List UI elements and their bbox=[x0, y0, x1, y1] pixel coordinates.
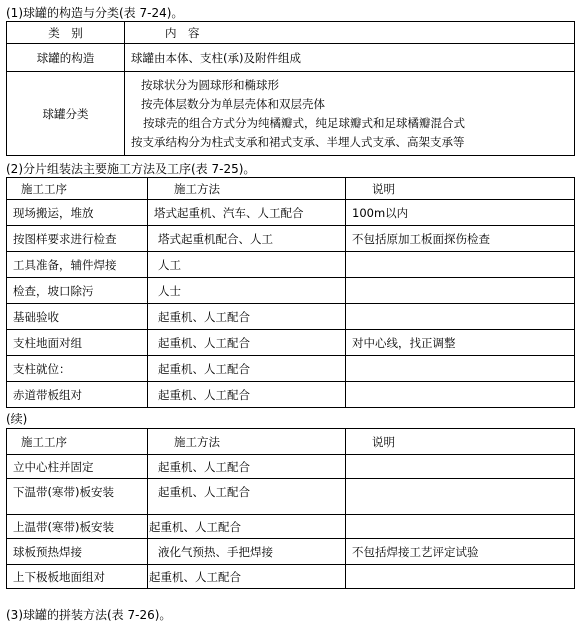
step-cell: 检查，坡口除污 bbox=[7, 278, 148, 304]
content-line: 按支承结构分为柱式支承和裙式支承、半埋人式支承、高架支承等 bbox=[131, 134, 465, 149]
header-method: 施工方法 bbox=[148, 178, 346, 200]
table2-caption: (2)分片组装法主要施工方法及工序(表 7-25)。 bbox=[6, 162, 256, 176]
method-cell: 塔式起重机、汽车、人工配合 bbox=[148, 200, 346, 226]
note-cell bbox=[346, 304, 575, 330]
table-row bbox=[7, 252, 575, 278]
structure-classification-table bbox=[6, 21, 575, 156]
note-cell bbox=[346, 252, 575, 278]
table-row bbox=[7, 455, 575, 479]
method-cell: 塔式起重机配合、人工 bbox=[148, 226, 346, 252]
step-cell: 立中心柱并固定 bbox=[7, 455, 148, 479]
method-cell: 起重机、人工配合 bbox=[148, 356, 346, 382]
table-row bbox=[7, 72, 575, 156]
table-row bbox=[7, 515, 575, 539]
method-cell: 起重机、人工配合 bbox=[148, 304, 346, 330]
note-cell bbox=[346, 515, 575, 539]
table-row bbox=[7, 539, 575, 565]
step-cell: 支柱地面对组 bbox=[7, 330, 148, 356]
note-cell bbox=[346, 382, 575, 408]
method-cell: 起重机、人工配合 bbox=[148, 330, 346, 356]
method-cell: 起重机、人工配合 bbox=[148, 479, 346, 515]
table-row bbox=[7, 226, 575, 252]
table1-caption: (1)球罐的构造与分类(表 7-24)。 bbox=[6, 6, 184, 20]
table-row bbox=[7, 278, 575, 304]
method-cell: 人工 bbox=[148, 252, 346, 278]
note-cell: 对中心线，找正调整 bbox=[346, 330, 575, 356]
table-header-row bbox=[7, 22, 575, 44]
content-cell: 球罐由本体、支柱(承)及附件组成 bbox=[125, 44, 575, 72]
category-cell: 球罐的构造 bbox=[7, 44, 125, 72]
table4-caption: (3)球罐的拼装方法(表 7-26)。 bbox=[6, 608, 172, 622]
table-row bbox=[7, 330, 575, 356]
step-cell: 工具准备，辅件焊接 bbox=[7, 252, 148, 278]
construction-steps-table bbox=[6, 177, 575, 408]
table-row bbox=[7, 44, 575, 72]
method-cell: 人士 bbox=[148, 278, 346, 304]
header-method: 施工方法 bbox=[148, 429, 346, 455]
table-row bbox=[7, 479, 575, 515]
step-cell: 上下极板地面组对 bbox=[7, 565, 148, 589]
construction-steps-continued-table bbox=[6, 428, 575, 589]
header-note: 说明 bbox=[346, 178, 575, 200]
header-step: 施工工序 bbox=[7, 178, 148, 200]
note-cell: 不包括焊接工艺评定试验 bbox=[346, 539, 575, 565]
table-header-row bbox=[7, 178, 575, 200]
method-cell: 起重机、人工配合 bbox=[148, 455, 346, 479]
continued-caption: (续) bbox=[6, 412, 28, 426]
header-step: 施工工序 bbox=[7, 429, 148, 455]
table-header-row bbox=[7, 429, 575, 455]
category-cell: 球罐分类 bbox=[7, 72, 125, 156]
note-cell: 100m以内 bbox=[346, 200, 575, 226]
header-category: 类 别 bbox=[7, 22, 125, 44]
table-row bbox=[7, 565, 575, 589]
table-row bbox=[7, 200, 575, 226]
table-row bbox=[7, 382, 575, 408]
step-cell: 基础验收 bbox=[7, 304, 148, 330]
note-cell bbox=[346, 356, 575, 382]
content-line: 按球壳的组合方式分为纯橘瓣式，纯足球瓣式和足球橘瓣混合式 bbox=[143, 115, 465, 130]
step-cell: 赤道带板组对 bbox=[7, 382, 148, 408]
method-cell: 液化气预热、手把焊接 bbox=[148, 539, 346, 565]
step-cell: 支柱就位： bbox=[7, 356, 148, 382]
step-cell: 上温带(寒带)板安装 bbox=[7, 515, 148, 539]
header-content: 内 容 bbox=[125, 22, 575, 44]
content-line: 按球状分为圆球形和椭球形 bbox=[141, 77, 279, 92]
table-row bbox=[7, 304, 575, 330]
header-note: 说明 bbox=[346, 429, 575, 455]
note-cell bbox=[346, 455, 575, 479]
note-cell: 不包括原加工板面探伤检查 bbox=[346, 226, 575, 252]
note-cell bbox=[346, 278, 575, 304]
step-cell: 按图样要求进行检查 bbox=[7, 226, 148, 252]
content-line: 按壳体层数分为单层壳体和双层壳体 bbox=[141, 96, 325, 111]
note-cell bbox=[346, 565, 575, 589]
content-cell bbox=[125, 72, 575, 156]
table-row bbox=[7, 356, 575, 382]
method-cell: 起重机、人工配合 bbox=[148, 382, 346, 408]
method-cell: 起重机、人工配合 bbox=[148, 515, 346, 539]
step-cell: 现场搬运，堆放 bbox=[7, 200, 148, 226]
step-cell: 球板预热焊接 bbox=[7, 539, 148, 565]
note-cell bbox=[346, 479, 575, 515]
step-cell: 下温带(寒带)板安装 bbox=[7, 479, 148, 515]
method-cell: 起重机、人工配合 bbox=[148, 565, 346, 589]
